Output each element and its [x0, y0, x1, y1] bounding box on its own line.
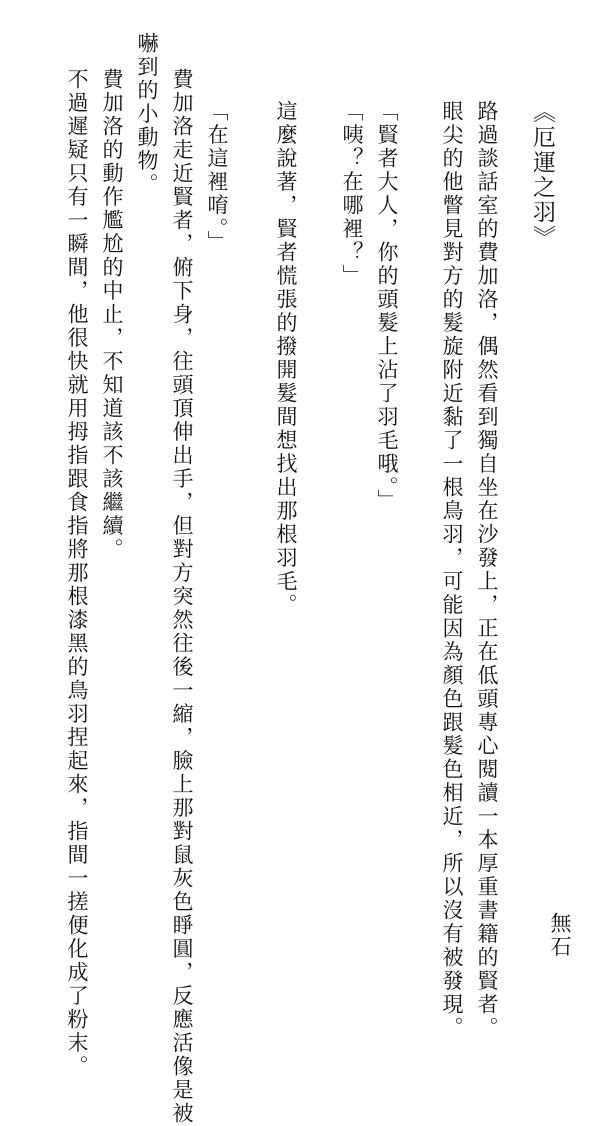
- dialogue-line-2: 「咦？在哪裡？」: [340, 100, 364, 288]
- paragraph-line-6: 不過遲疑只有一瞬間，他很快就用拇指跟食指將那根漆黑的鳥羽捏起來，指間一搓便化成了粉末。: [65, 68, 89, 1079]
- paragraph-line-4: 費加洛走近賢者，俯下身，往頭頂伸出手，但對方突然往後一縮，臉上那對鼠灰色睜圓，反應活像是被: [170, 68, 194, 1126]
- paragraph-line-1: 路過談話室的費加洛，偶然看到獨自坐在沙發上，正在低頭專心閱讀一本厚重書籍的賢者。: [475, 100, 499, 1040]
- paragraph-line-3: 這麼說著，賢者慌張的撥開髮間想找出那根羽毛。: [274, 100, 298, 617]
- dialogue-line-3: 「在這裡唷。」: [205, 100, 229, 254]
- author-name: 無石: [548, 912, 572, 959]
- paragraph-line-4-cont: 嚇到的小動物。: [135, 32, 159, 197]
- paragraph-line-5: 費加洛的動作尷尬的中止，不知道該不該繼續。: [100, 68, 124, 562]
- dialogue-line-1: 「賢者大人，你的頭髮上沾了羽毛哦。」: [375, 100, 399, 513]
- paragraph-line-2: 眼尖的他瞥見對方的髮旋附近黏了一根鳥羽，可能因為顏色跟髮色相近，所以沒有被發現。: [440, 100, 464, 1040]
- story-title: 《厄運之羽》: [529, 100, 555, 250]
